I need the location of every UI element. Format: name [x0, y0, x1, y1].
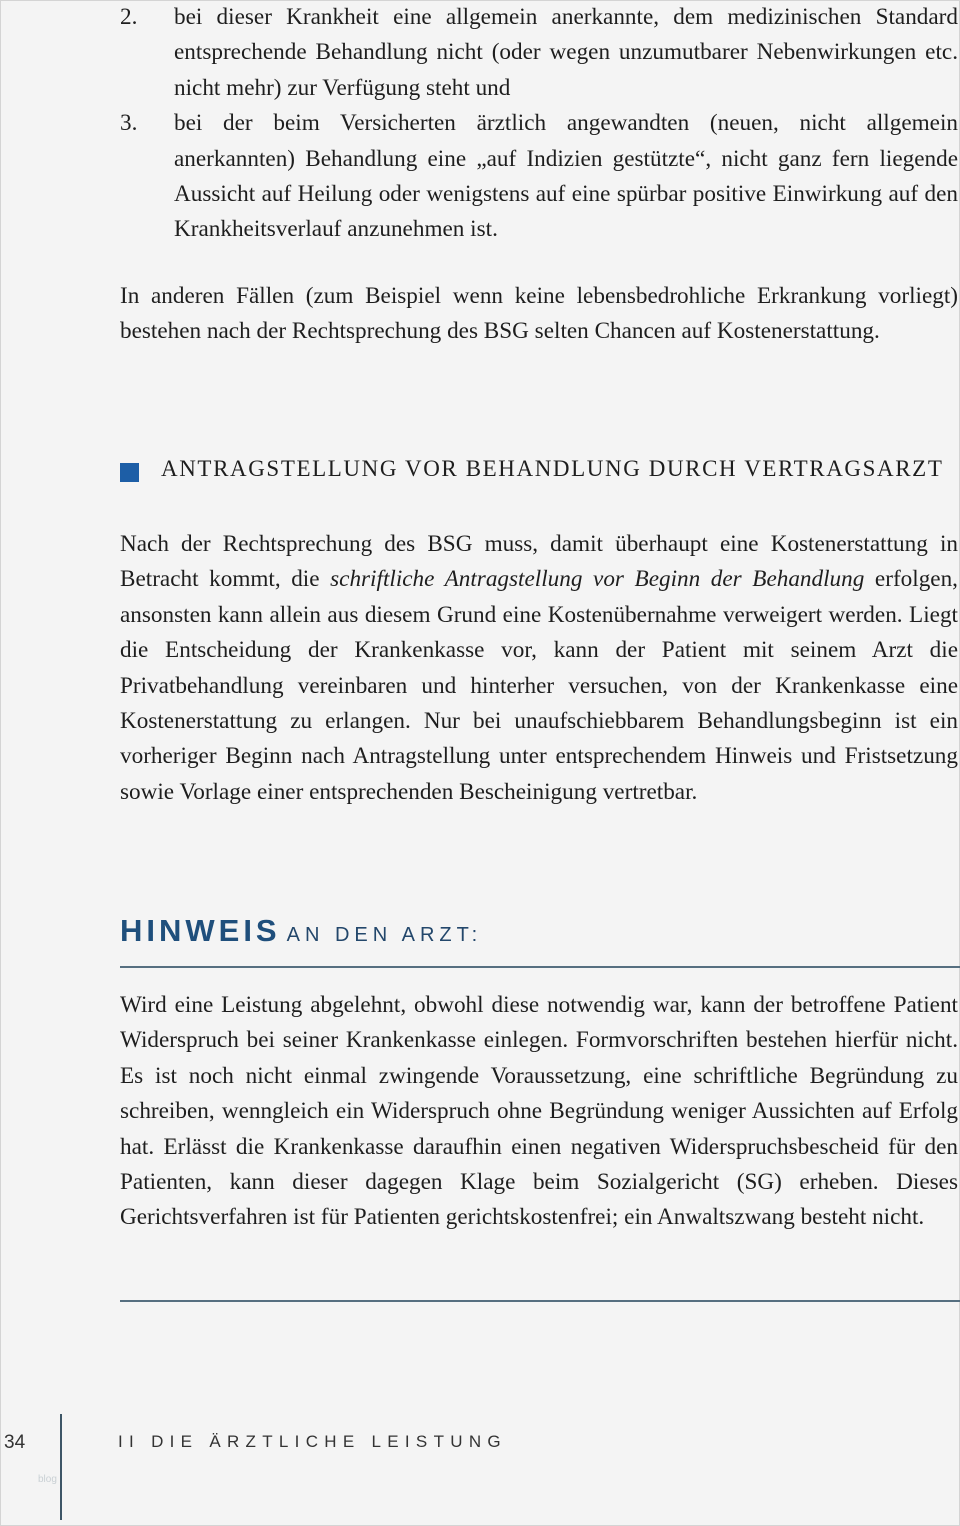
hinweis-heading [120, 913, 482, 949]
footer-divider [60, 1414, 62, 1520]
watermark: blog [38, 1474, 57, 1485]
hinweis-bottom-rule [120, 1300, 960, 1302]
paragraph-other-cases: In anderen Fällen (zum Beispiel wenn keine lebensbedrohliche Erkrankung vorliegt) bestehen nach der Rechtsprechung des BSG selten Chancen auf Kostenerstattung. [120, 283, 958, 345]
section-heading-text: ANTRAGSTELLUNG VOR BEHANDLUNG DURCH VERTRAGSARZT [161, 456, 944, 481]
section-paragraph [120, 527, 958, 810]
paragraph-emphasis: schriftliche Antragstellung vor Beginn der Behandlung [330, 566, 865, 593]
hinweis-title: HINWEIS [120, 913, 281, 948]
hinweis-subtitle: AN DEN ARZT: [286, 924, 483, 946]
chapter-title: II DIE ÄRZTLICHE LEISTUNG [118, 1432, 507, 1451]
list-number: 2. [120, 4, 138, 30]
list-item-text: bei dieser Krankheit eine allgemein anerkannte, dem medizinischen Standard entsprechende Behandlung nicht (oder wegen unzumutbarer Nebenwirkungen etc. nicht mehr) zur Verfügung steht und [174, 4, 958, 101]
list-item [120, 106, 958, 248]
hinweis-paragraph: Wird eine Leistung abgelehnt, obwohl diese notwendig war, kann der betroffene Patient Widerspruch bei seiner Krankenkasse einlegen. Formvorschriften bestehen hierfür nicht. Es ist noch nicht einmal zwingende Voraussetzung, eine schriftliche Begründung zu schreiben, wenngleich ein Widerspruch ohne Begründung weniger Aussichten auf Erfolg hat. Erlässt die Krankenkasse daraufhin einen negativen Widerspruchsbescheid für den Patienten, kann dieser dagegen Klage beim Sozialgericht (SG) erheben. Dieses Gerichtsverfahren ist für Patienten gerichtskostenfrei; ein Anwaltszwang besteht nicht. [120, 992, 958, 1231]
list-item [120, 0, 958, 106]
heading-square-icon [120, 463, 139, 482]
section-heading [120, 456, 960, 492]
paragraph-text: Nach der Rechtsprechung des BSG muss, damit überhaupt eine Kostenerstattung in Betracht kommt, die [120, 531, 958, 593]
page-number: 34 [4, 1432, 26, 1453]
paragraph-text: erfolgen, ansonsten kann allein aus diesem Grund eine Kostenübernahme verweigert werden. Liegt die Entscheidung der Krankenkasse vor, kann der Patient mit seinem Arzt die Privatbehandlung vereinbaren und hinterher versuchen, von der Krankenkasse eine Kostenerstattung zu erlangen. Nur bei unaufschiebbarem Behandlungsbeginn ist ein vorheriger Beginn nach Antragstellung unter entsprechendem Hinweis und Fristsetzung sowie Vorlage einer entsprechenden Bescheinigung vertretbar. [120, 566, 958, 805]
list-item-text: bei der beim Versicherten ärztlich angewandten (neuen, nicht allgemein anerkannten) Behandlung eine „auf Indizien gestützte“, nicht ganz fern liegende Aussicht auf Heilung oder wenigstens auf eine spürbar positive Einwirkung auf den Krankheitsverlauf anzunehmen ist. [174, 110, 958, 243]
hinweis-top-rule [120, 966, 960, 968]
numbered-list [120, 0, 958, 248]
list-number: 3. [120, 110, 138, 137]
